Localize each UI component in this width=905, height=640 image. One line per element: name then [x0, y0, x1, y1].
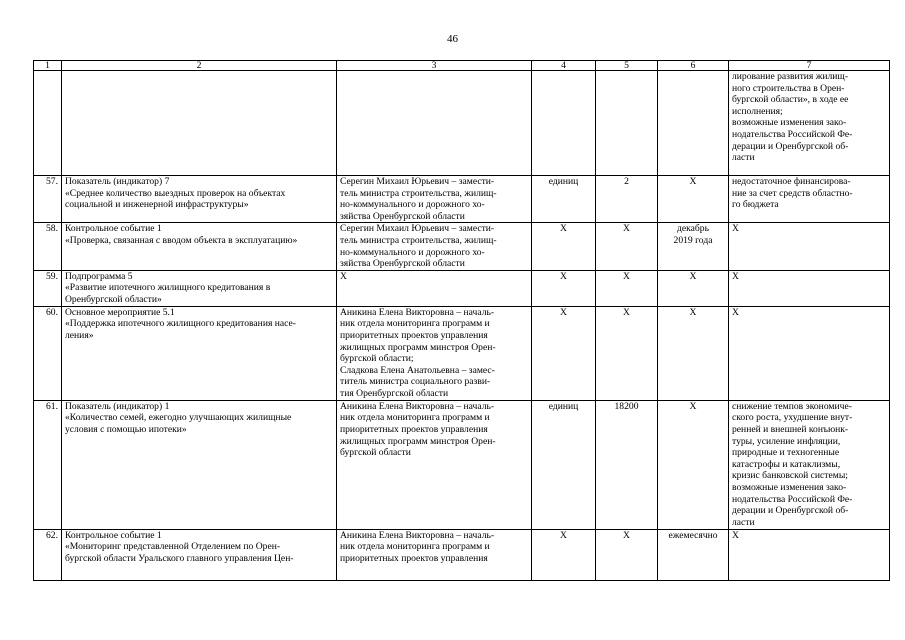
row-name: Контрольное событие 1 «Мониторинг представленной Отделением по Орен- бургской области Уральского главного управления Цен- [62, 529, 337, 580]
column-header-row [34, 61, 890, 71]
row-responsible: Серегин Михаил Юрьевич – замести- тель министра строительства, жилищ- но-коммунального и дорожного хо- зяйства Оренбургской области [337, 223, 532, 270]
row-name: Основное мероприятие 5.1 «Поддержка ипотечного жилищного кредитования насе- ления» [62, 306, 337, 400]
row-value: 18200 [596, 400, 658, 529]
row-note: Х [729, 223, 890, 270]
row-responsible: Аникина Елена Викторовна – началь- ник отдела мониторинга программ и приоритетных проектов управления жилищных программ минстроя Орен- бургской области; Сладкова Елена Анатольевна – замес- титель министра социального разви- тия Оренбургской области [337, 306, 532, 400]
row-name: Показатель (индикатор) 1 «Количество семей, ежегодно улучшающих жилищные условия с помощью ипотеки» [62, 400, 337, 529]
row-number: 57. [34, 176, 62, 223]
row-number: 58. [34, 223, 62, 270]
row-number: 60. [34, 306, 62, 400]
row-name: Контрольное событие 1 «Проверка, связанная с вводом объекта в эксплуатацию» [62, 223, 337, 270]
page-number: 46 [447, 33, 458, 45]
column-header: 4 [532, 61, 596, 71]
row-value [596, 71, 658, 176]
row-deadline: Х [658, 270, 729, 306]
column-header: 3 [337, 61, 532, 71]
row-responsible [337, 71, 532, 176]
row-value: Х [596, 223, 658, 270]
row-responsible: Аникина Елена Викторовна – началь- ник отдела мониторинга программ и приоритетных проектов управления жилищных программ минстроя Орен- бургской области [337, 400, 532, 529]
row-unit: Х [532, 306, 596, 400]
row-note: Х [729, 306, 890, 400]
column-header: 7 [729, 61, 890, 71]
row-note: недостаточное финансирова- ние за счет средств областно- го бюджета [729, 176, 890, 223]
table-row [34, 529, 890, 580]
row-value: 2 [596, 176, 658, 223]
row-deadline: Х [658, 176, 729, 223]
row-value: Х [596, 270, 658, 306]
row-deadline: ежемесячно [658, 529, 729, 580]
row-name: Подпрограмма 5 «Развитие ипотечного жилищного кредитования в Оренбургской области» [62, 270, 337, 306]
row-number: 59. [34, 270, 62, 306]
table-row [34, 223, 890, 270]
row-responsible: Аникина Елена Викторовна – началь- ник отдела мониторинга программ и приоритетных проектов управления [337, 529, 532, 580]
row-unit: Х [532, 223, 596, 270]
row-unit: Х [532, 270, 596, 306]
row-number: 61. [34, 400, 62, 529]
table-row [34, 270, 890, 306]
row-value: Х [596, 529, 658, 580]
row-unit: единиц [532, 400, 596, 529]
row-note: Х [729, 529, 890, 580]
row-note: Х [729, 270, 890, 306]
row-number [34, 71, 62, 176]
row-number: 62. [34, 529, 62, 580]
column-header: 1 [34, 61, 62, 71]
row-responsible: Серегин Михаил Юрьевич – замести- тель министра строительства, жилищ- но-коммунального и дорожного хо- зяйства Оренбургской области [337, 176, 532, 223]
row-unit [532, 71, 596, 176]
row-responsible: Х [337, 270, 532, 306]
row-deadline [658, 71, 729, 176]
column-header: 5 [596, 61, 658, 71]
table-row [34, 176, 890, 223]
row-note: снижение темпов экономиче- ского роста, ухудшение внут- ренней и внешней конъюнк- туры, усиление инфляции, природные и техногенные катастрофы и катаклизмы, кризис банковской системы; возможные изменения зако- нодательства Российской Фе- дерации и Оренбургской об- ласти [729, 400, 890, 529]
row-note: лирование развития жилищ- ного строительства в Орен- бургской области», в ходе ее исполнения; возможные изменения зако- нодательства Российской Фе- дерации и Оренбургской об- ласти [729, 71, 890, 176]
row-name [62, 71, 337, 176]
row-unit: единиц [532, 176, 596, 223]
row-value: Х [596, 306, 658, 400]
row-deadline: Х [658, 306, 729, 400]
row-unit: Х [532, 529, 596, 580]
row-deadline: декабрь 2019 года [658, 223, 729, 270]
table-row [34, 400, 890, 529]
column-header: 6 [658, 61, 729, 71]
table-row [34, 71, 890, 176]
row-deadline: Х [658, 400, 729, 529]
column-header: 2 [62, 61, 337, 71]
row-name: Показатель (индикатор) 7 «Среднее количество выездных проверок на объектах социальной и инженерной инфраструктуры» [62, 176, 337, 223]
plan-table [33, 60, 890, 581]
table-row [34, 306, 890, 400]
